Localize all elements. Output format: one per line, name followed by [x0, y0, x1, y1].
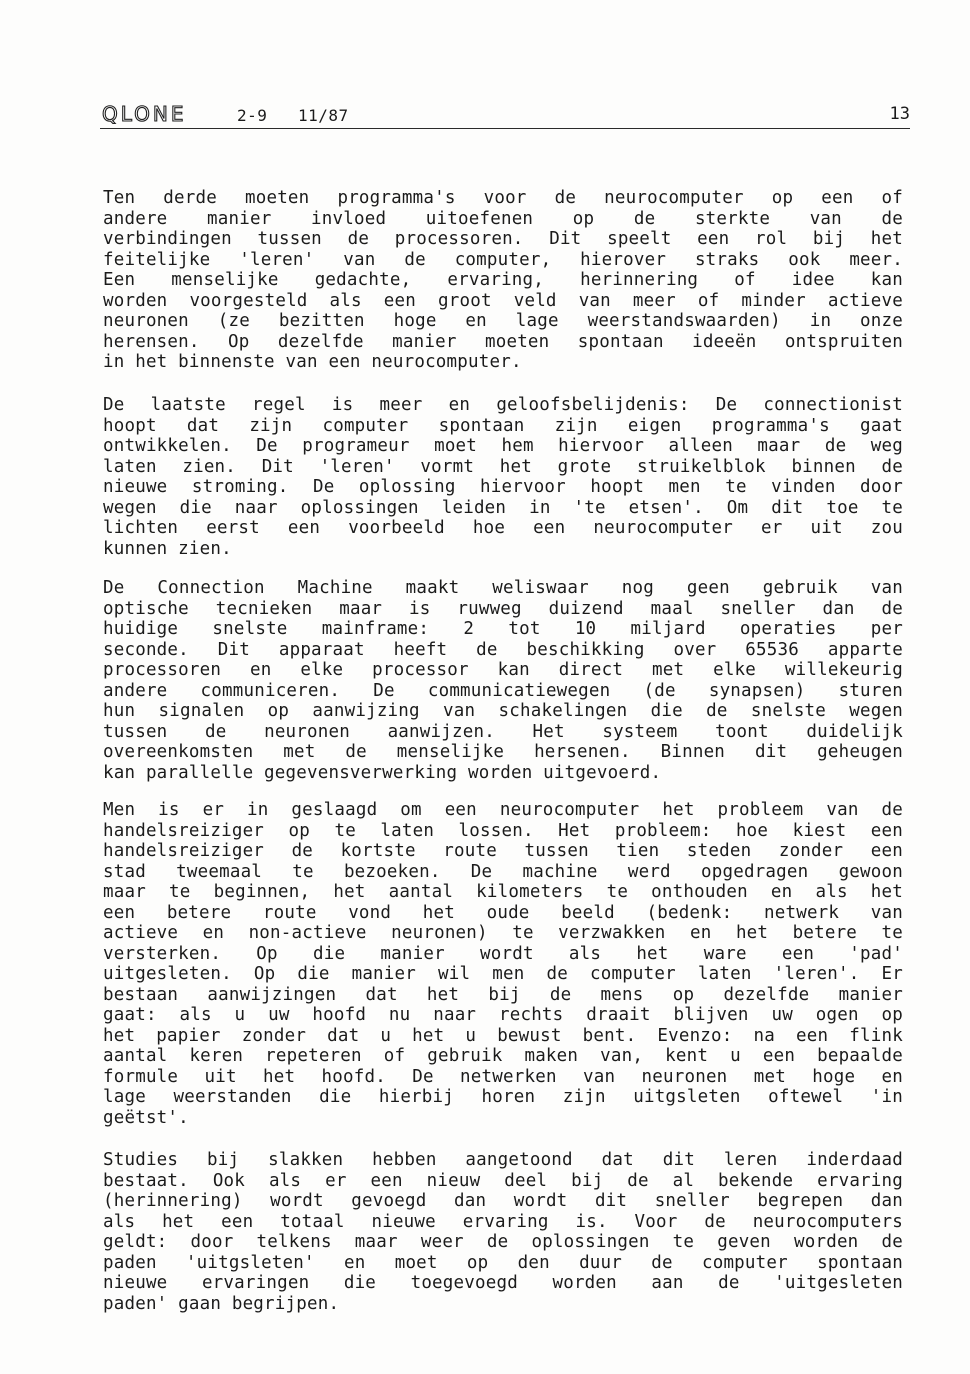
- text-line: handelsreiziger de kortste route tussen tien steden zonder een: [103, 841, 903, 861]
- text-line: paden' gaan begrijpen.: [103, 1293, 340, 1314]
- text-line: aantal keren repeteren of gebruik maken van, kent u een bepaalde: [103, 1046, 903, 1066]
- text-line: nieuwe ervaringen die toegevoegd worden aan de 'uitgesleten: [103, 1273, 903, 1293]
- text-line: lage weerstanden die hierbij horen zijn uitgsleten oftewel 'in: [103, 1087, 903, 1107]
- text-line: actieve en non-actieve neuronen) te verzwakken en het betere te: [103, 923, 903, 943]
- paragraph-2: [103, 395, 903, 559]
- text-line: De laatste regel is meer en geloofsbelijdenis: De connectionist: [103, 395, 903, 415]
- magazine-title: QLONE: [102, 102, 187, 126]
- text-line: optische tecnieken maar is ruwweg duizend maal sneller dan de: [103, 598, 903, 619]
- text-line: een betere route vond het oude beeld (bedenk: netwerk van: [103, 902, 903, 923]
- text-line: formule uit het hoofd. De netwerken van neuronen met hoge en: [103, 1066, 903, 1087]
- paragraph-3: [103, 578, 903, 783]
- text-line: handelsreiziger op te laten lossen. Het probleem: hoe kiest een: [103, 820, 903, 841]
- paragraph-5: [103, 1150, 903, 1314]
- text-line: huidige snelste mainframe: 2 tot 10 miljard operaties per: [103, 619, 903, 639]
- text-line: paden 'uitgsleten' en moet op den duur de computer spontaan: [103, 1252, 903, 1273]
- page-header: [100, 100, 910, 129]
- text-line: Studies bij slakken hebben aangetoond dat dit leren inderdaad: [103, 1150, 903, 1170]
- issue-number: 2-9: [237, 106, 268, 125]
- text-line: kan parallelle gegevensverwerking worden uitgevoerd.: [103, 762, 662, 783]
- text-line: (herinnering) wordt gevoegd dan wordt dit sneller begrepen dan: [103, 1191, 903, 1211]
- text-line: tussen de neuronen aanwijzen. Het systeem toont duidelijk: [103, 721, 903, 742]
- text-line: bestaat. Ook als er een nieuw deel bij de al bekende ervaring: [103, 1170, 903, 1191]
- text-line: worden voorgesteld als een groot veld van meer of minder actieve: [103, 290, 903, 311]
- text-line: wegen die naar oplossingen leiden in 'te etsen'. Om dit toe te: [103, 497, 903, 518]
- text-line: lichten eerst een voorbeeld hoe een neurocomputer er uit zou: [103, 518, 903, 538]
- text-line: andere communiceren. De communicatiewegen (de synapsen) sturen: [103, 680, 903, 701]
- text-line: De Connection Machine maakt weliswaar nog geen gebruik van: [103, 578, 903, 598]
- text-line: uitgesleten. Op die manier wil men de computer laten 'leren'. Er: [103, 964, 903, 984]
- text-line: hoopt dat zijn computer spontaan zijn eigen programma's gaat: [103, 415, 903, 436]
- text-line: Ten derde moeten programma's voor de neurocomputer op een of: [103, 188, 903, 208]
- text-line: herensen. Op dezelfde manier moeten spontaan ideeën ontspruiten: [103, 331, 903, 352]
- text-line: neuronen (ze bezitten hoge en lage weerstandswaarden) in onze: [103, 311, 903, 331]
- text-line: seconde. Dit apparaat heeft de beschikking over 65536 apparte: [103, 639, 903, 660]
- text-line: Men is er in geslaagd om een neurocomputer het probleem van de: [103, 800, 903, 820]
- text-line: verbindingen tussen de processoren. Dit speelt een rol bij het: [103, 229, 903, 249]
- text-line: het papier zonder dat u het u bewust bent. Evenzo: na een flink: [103, 1025, 903, 1046]
- page-number: 13: [889, 104, 910, 124]
- text-line: geldt: door telkens maar weer de oplossingen te geven worden de: [103, 1232, 903, 1252]
- paragraph-1: [103, 188, 903, 373]
- text-line: gaat: als u uw hoofd nu naar rechts draait blijven uw ogen op: [103, 1005, 903, 1025]
- text-line: in het binnenste van een neurocomputer.: [103, 352, 522, 372]
- text-line: stad tweemaal te bezoeken. De machine werd opgedragen gewoon: [103, 861, 903, 882]
- text-line: ontwikkelen. De programeur moet hem hiervoor alleen maar de weg: [103, 436, 903, 456]
- text-line: bestaan aanwijzingen dat het bij de mens op dezelfde manier: [103, 984, 903, 1005]
- issue-date: 11/87: [298, 106, 349, 125]
- text-line: processoren en elke processor kan direct met elke willekeurig: [103, 660, 903, 680]
- text-line: nieuwe stroming. De oplossing hiervoor hoopt men te vinden door: [103, 477, 903, 497]
- text-line: kunnen zien.: [103, 538, 232, 559]
- text-line: hun signalen op aanwijzing van schakelingen die de snelste wegen: [103, 701, 903, 721]
- text-line: overeenkomsten met de menselijke hersenen. Binnen dit geheugen: [103, 742, 903, 762]
- text-line: als het een totaal nieuwe ervaring is. Voor de neurocomputers: [103, 1211, 903, 1232]
- text-line: Een menselijke gedachte, ervaring, herinnering of idee kan: [103, 270, 903, 290]
- text-line: laten zien. Dit 'leren' vormt het grote struikelblok binnen de: [103, 456, 903, 477]
- text-line: feitelijke 'leren' van de computer, hierover straks ook meer.: [103, 249, 903, 270]
- text-line: versterken. Op die manier wordt als het ware een 'pad': [103, 943, 903, 964]
- text-line: andere manier invloed uitoefenen op de sterkte van de: [103, 208, 903, 229]
- paragraph-4: [103, 800, 903, 1128]
- text-line: geëtst'.: [103, 1107, 189, 1128]
- text-line: maar te beginnen, het aantal kilometers te onthouden en als het: [103, 882, 903, 902]
